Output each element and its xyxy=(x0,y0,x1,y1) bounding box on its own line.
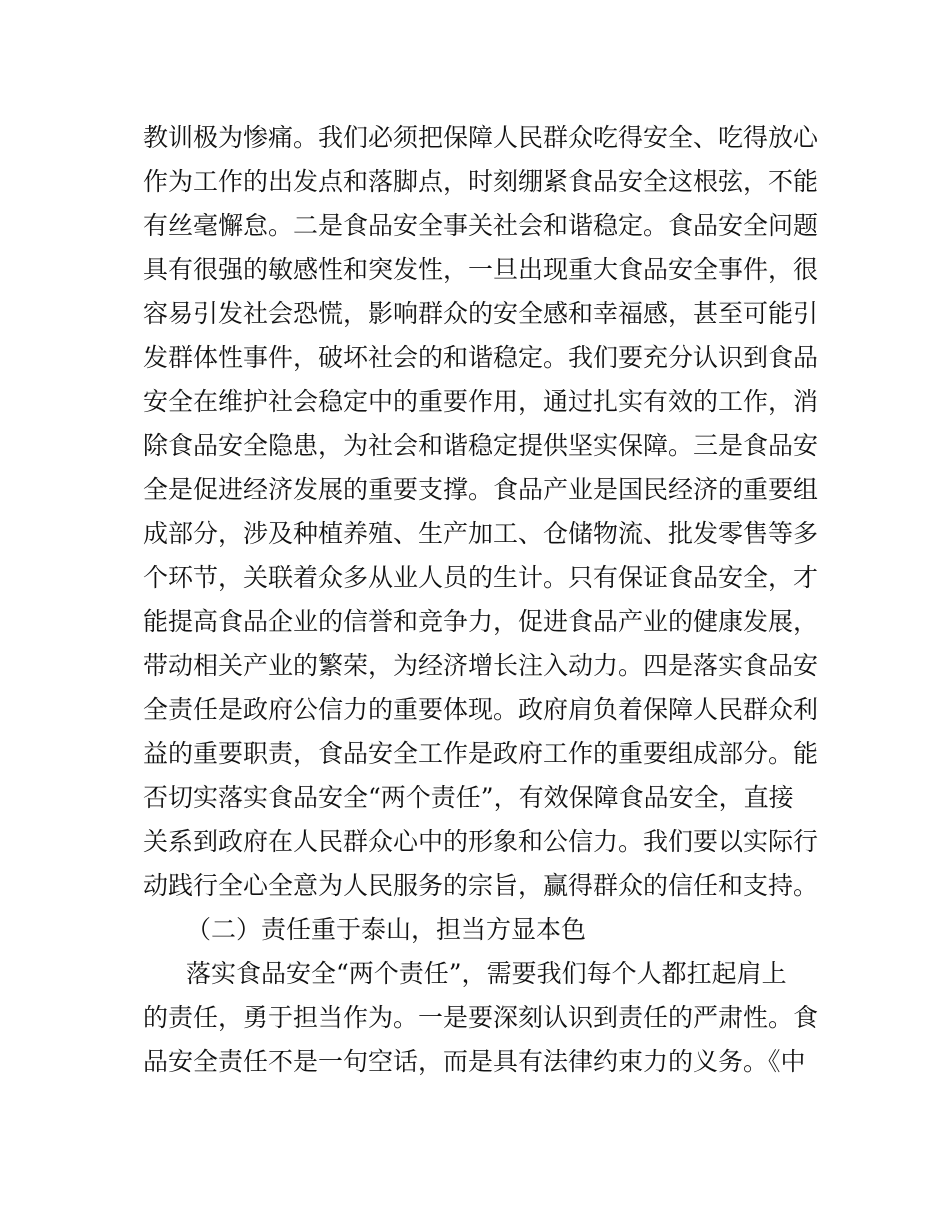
paragraph-line: 落实食品安全“两个责任”，需要我们每个人都扛起肩上 xyxy=(186,959,787,988)
section-heading: （二）责任重于泰山，担当方显本色 xyxy=(186,915,587,944)
paragraph-line: 益的重要职责，食品安全工作是政府工作的重要组成部分。能 xyxy=(143,739,819,768)
paragraph-line: 发群体性事件，破坏社会的和谐稳定。我们要充分认识到食品 xyxy=(143,343,819,372)
paragraph-line: 有丝毫懈怠。二是食品安全事关社会和谐稳定。食品安全问题 xyxy=(143,211,819,240)
paragraph-line: 成部分，涉及种植养殖、生产加工、仓储物流、批发零售等多 xyxy=(143,519,819,548)
paragraph-line: 品安全责任不是一句空话，而是具有法律约束力的义务。《中 xyxy=(143,1047,806,1076)
paragraph-line: 个环节，关联着众多从业人员的生计。只有保证食品安全，才 xyxy=(143,563,819,592)
paragraph-line: 容易引发社会恐慌，影响群众的安全感和幸福感，甚至可能引 xyxy=(143,299,819,328)
paragraph-line: 带动相关产业的繁荣，为经济增长注入动力。四是落实食品安 xyxy=(143,651,819,680)
paragraph-line: 能提高食品企业的信誉和竞争力，促进食品产业的健康发展， xyxy=(143,607,819,636)
paragraph-line: 安全在维护社会稳定中的重要作用，通过扎实有效的工作，消 xyxy=(143,387,819,416)
paragraph-line: 关系到政府在人民群众心中的形象和公信力。我们要以实际行 xyxy=(143,827,819,856)
paragraph-line: 教训极为惨痛。我们必须把保障人民群众吃得安全、吃得放心 xyxy=(143,123,819,152)
paragraph-line: 动践行全心全意为人民服务的宗旨，赢得群众的信任和支持。 xyxy=(143,871,819,900)
paragraph-line: 作为工作的出发点和落脚点，时刻绷紧食品安全这根弦，不能 xyxy=(143,167,819,196)
paragraph-line: 全是促进经济发展的重要支撑。食品产业是国民经济的重要组 xyxy=(143,475,819,504)
paragraph-line: 全责任是政府公信力的重要体现。政府肩负着保障人民群众利 xyxy=(143,695,819,724)
paragraph-line: 否切实落实食品安全“两个责任”，有效保障食品安全，直接 xyxy=(143,783,794,812)
paragraph-line: 除食品安全隐患，为社会和谐稳定提供坚实保障。三是食品安 xyxy=(143,431,819,460)
paragraph-line: 的责任，勇于担当作为。一是要深刻认识到责任的严肃性。食 xyxy=(143,1003,819,1032)
paragraph-line: 具有很强的敏感性和突发性，一旦出现重大食品安全事件，很 xyxy=(143,255,819,284)
